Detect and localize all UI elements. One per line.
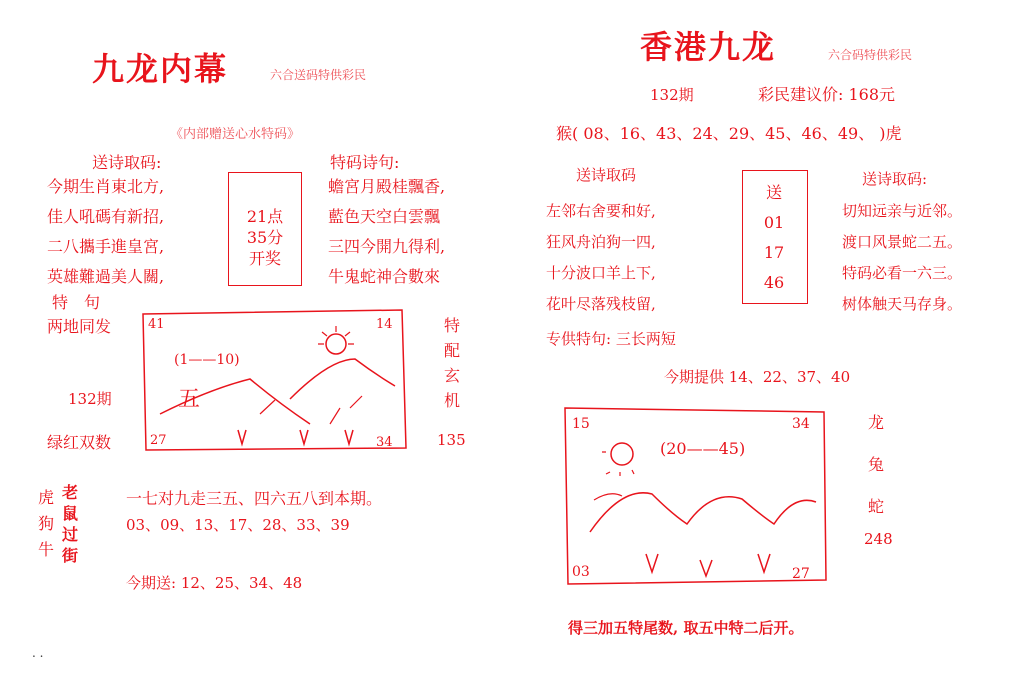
right-title: 香港九龙 — [640, 28, 777, 66]
left-poem2 — [328, 172, 445, 292]
poem-line: 今期生肖東北方, — [47, 177, 165, 196]
left-send: 今期送: 12、25、34、48 — [126, 574, 303, 592]
left-pic-mid: 五 — [178, 387, 201, 412]
left-numbers: 03、09、13、17、28、33、39 — [126, 516, 350, 534]
poem-line: 树体触天马存身。 — [842, 295, 963, 313]
send-line: 46 — [763, 273, 785, 292]
left-title: 九龙内幕 — [92, 50, 229, 88]
vertical-char: 龙 — [868, 413, 885, 432]
left-side-vertical — [444, 313, 460, 413]
left-subtitle: 六合送码特供彩民 — [270, 68, 367, 82]
right-side-vertical — [868, 402, 884, 528]
zodiac-char: 街 — [62, 546, 79, 565]
right-side-number: 248 — [864, 530, 893, 548]
left-poem1 — [47, 172, 164, 292]
poem-line: 渡口风景蛇二五。 — [842, 233, 963, 251]
send-line: 17 — [763, 243, 785, 262]
zodiac-char: 过 — [62, 525, 79, 544]
right-subtitle: 六合码特供彩民 — [828, 48, 913, 62]
right-send-lines — [742, 178, 806, 298]
zodiac-char: 老 — [62, 483, 79, 502]
left-teju-text: 两地同发 — [47, 317, 112, 336]
left-rule-text: 一七对九走三五、四六五八到本期。 — [126, 489, 383, 508]
vertical-char: 玄 — [444, 366, 461, 385]
poem-line: 藍色天空白雲飄 — [328, 207, 441, 226]
left-side-number: 135 — [437, 431, 466, 449]
poem-line: 特码必看一六三。 — [842, 264, 963, 282]
left-teju-label: 特 句 — [52, 293, 101, 312]
poem-line: 牛鬼蛇神合數來 — [328, 267, 441, 286]
poem-line: 十分波口羊上下, — [546, 264, 656, 282]
zodiac-char: 牛 — [38, 540, 55, 559]
right-hill-sketch — [562, 404, 830, 590]
vertical-char: 特 — [444, 316, 461, 335]
poem-line: 狂风舟泊狗一四, — [546, 233, 656, 251]
send-line: 送 — [765, 183, 782, 202]
zodiac-char: 鼠 — [62, 504, 79, 523]
corner-dots: . . — [32, 646, 44, 660]
right-footer: 得三加五特尾数, 取五中特二后开。 — [568, 619, 804, 637]
right-pic-bl: 03 — [572, 564, 590, 580]
right-poem1 — [546, 196, 656, 320]
right-poem2-heading: 送诗取码: — [862, 170, 928, 188]
right-price: 彩民建议价: 168元 — [758, 85, 896, 104]
right-provide: 今期提供 14、22、37、40 — [664, 368, 851, 386]
zodiac-char: 虎 — [38, 488, 55, 507]
right-poem2 — [842, 196, 962, 320]
right-pic-tl: 15 — [572, 416, 590, 432]
time-line: 21点 — [246, 207, 284, 226]
left-color-label: 绿红双数 — [47, 433, 112, 452]
time-line: 35分 — [246, 228, 284, 247]
left-poem1-heading: 送诗取码: — [92, 153, 162, 172]
vertical-char: 配 — [444, 341, 461, 360]
right-poem1-heading: 送诗取码 — [576, 166, 637, 184]
vertical-char: 兔 — [868, 455, 885, 474]
right-pic-range: (20——45) — [660, 439, 746, 458]
time-line: 开奖 — [248, 249, 281, 268]
left-pic-range: (1——10) — [174, 352, 240, 368]
left-pic-br: 34 — [376, 435, 393, 450]
send-line: 01 — [763, 213, 785, 232]
left-time-lines — [230, 206, 300, 269]
poem-line: 二八攜手進皇宮, — [47, 237, 165, 256]
left-pic-tl: 41 — [148, 317, 165, 332]
vertical-char: 蛇 — [868, 497, 885, 516]
poem-line: 左邻右舍要和好, — [546, 202, 656, 220]
vertical-char: 机 — [444, 391, 461, 410]
poem-line: 三四今開九得利, — [328, 237, 446, 256]
right-pic-br: 27 — [792, 566, 810, 582]
left-zodiac-col2 — [62, 482, 78, 566]
right-monkey-line: 猴( 08、16、43、24、29、45、46、49、 )虎 — [556, 124, 902, 143]
poem-line: 切知远亲与近邻。 — [842, 202, 963, 220]
left-banner: 《内部赠送心水特码》 — [170, 127, 301, 142]
poem-line: 佳人吼碼有新招, — [47, 207, 165, 226]
poem-line: 蟾宮月殿桂飄香, — [328, 177, 446, 196]
zodiac-char: 狗 — [38, 514, 55, 533]
right-special: 专供特句: 三长两短 — [546, 330, 676, 348]
left-pic-bl: 27 — [150, 433, 167, 448]
right-period: 132期 — [650, 86, 694, 104]
left-zodiac-col1 — [38, 485, 54, 563]
left-poem2-heading: 特码诗句: — [330, 153, 400, 172]
left-hill-sketch — [140, 304, 410, 454]
right-pic-tr: 34 — [792, 416, 810, 432]
left-period: 132期 — [68, 390, 112, 408]
left-pic-tr: 14 — [376, 317, 393, 332]
poem-line: 花叶尽落残枝留, — [546, 295, 656, 313]
poem-line: 英雄難過美人關, — [47, 267, 165, 286]
